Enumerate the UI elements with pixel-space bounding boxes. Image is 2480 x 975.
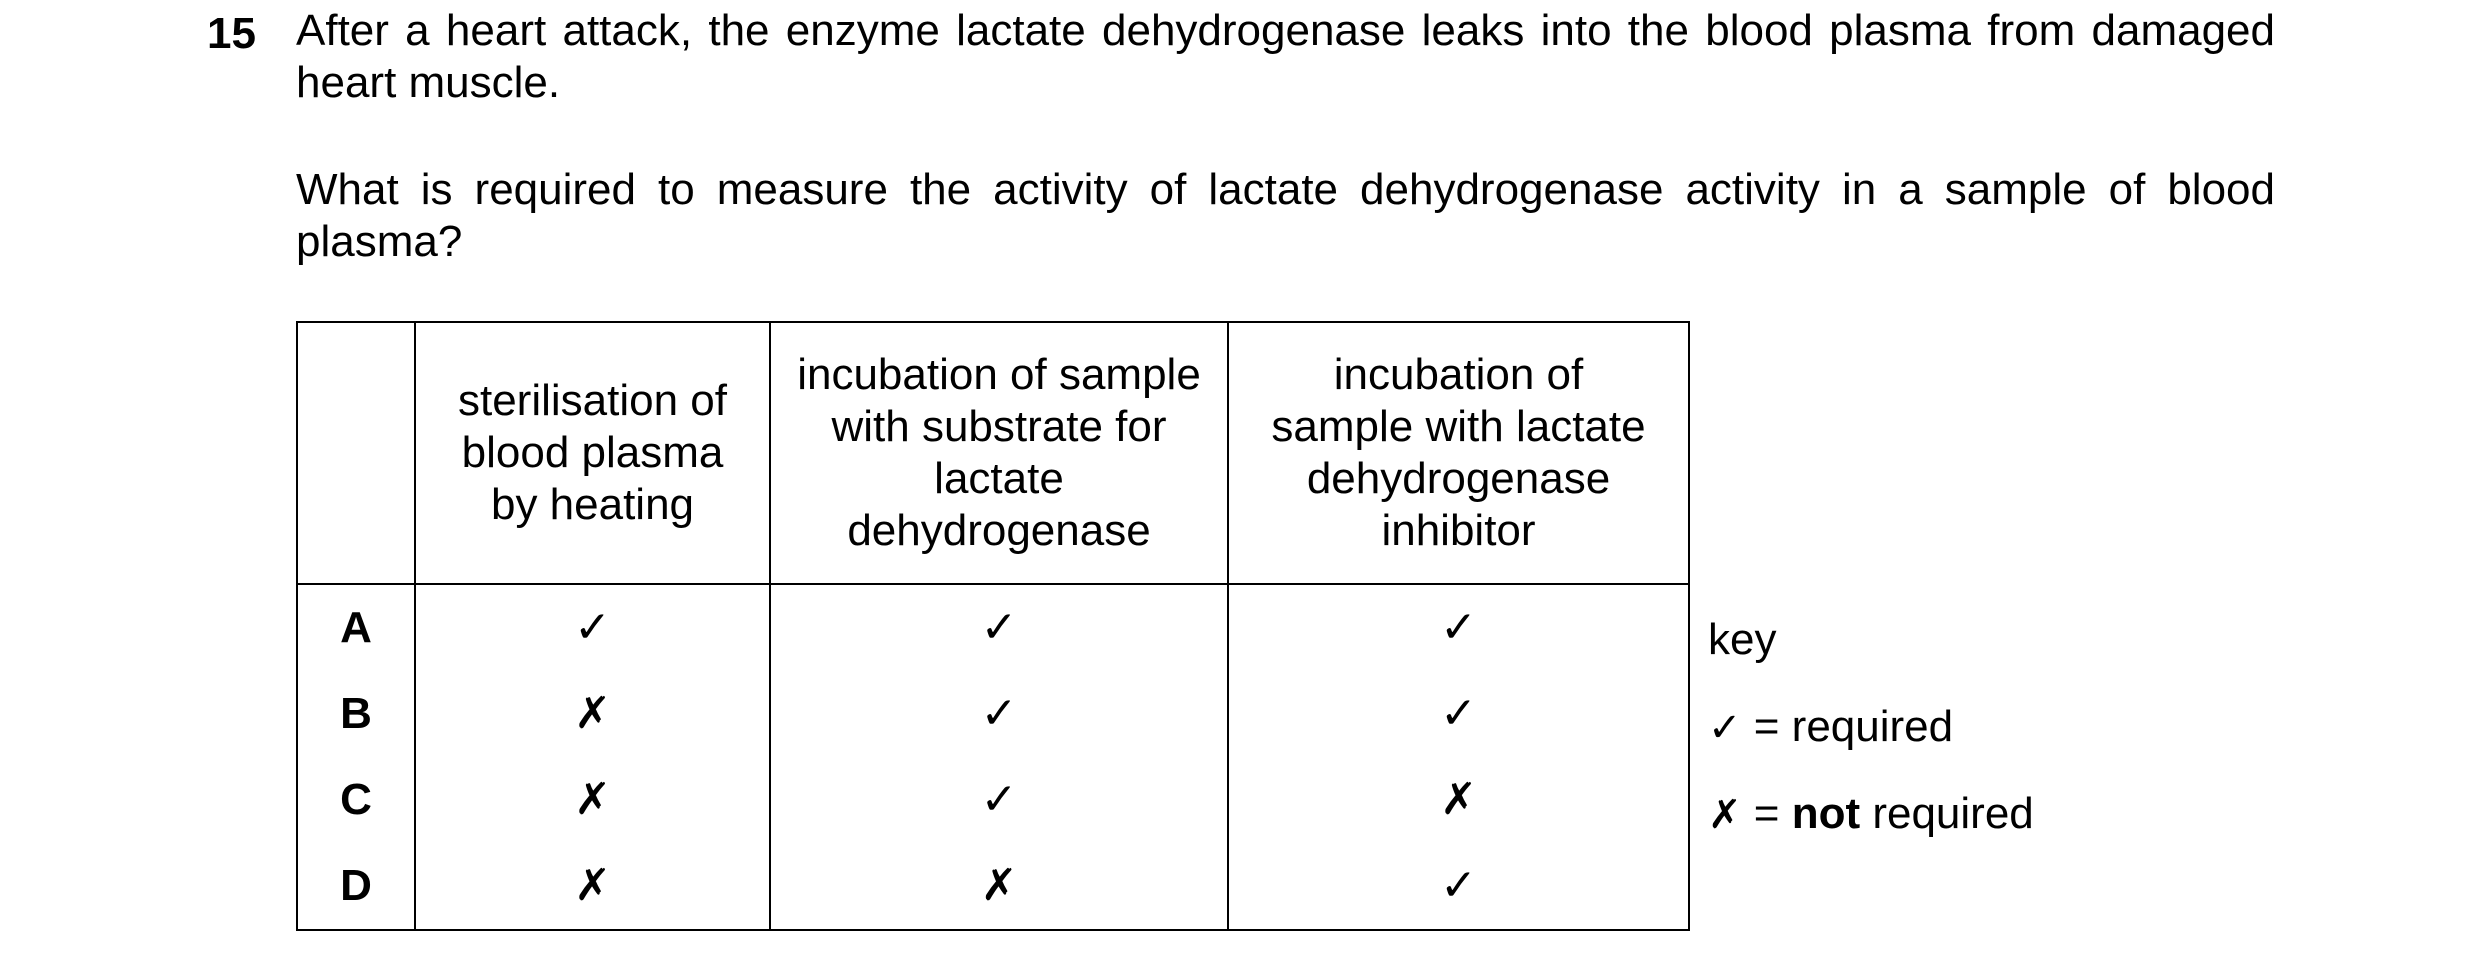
header-inhibitor: incubation of sample with lactate dehydrogenase inhibitor (1228, 322, 1689, 584)
mark-cell: ✓ (1228, 671, 1689, 757)
table-row (297, 757, 1689, 843)
row-label: C (297, 757, 415, 843)
mark-cell: ✓ (770, 757, 1228, 843)
header-blank (297, 322, 415, 584)
mark-cell: ✗ (1228, 757, 1689, 843)
header-sterilisation: sterilisation of blood plasma by heating (415, 322, 770, 584)
header-substrate: incubation of sample with substrate for lactate dehydrogenase (770, 322, 1228, 584)
mark-cell: ✓ (1228, 843, 1689, 930)
mark-cell: ✓ (770, 671, 1228, 757)
key-not-required (1708, 788, 2034, 841)
question-prompt: What is required to measure the activity of lactate dehydrogenase activity in a sample of blood plasma? (296, 165, 2275, 266)
mark-cell: ✓ (1228, 584, 1689, 671)
table-header-row (297, 322, 1689, 584)
row-label: B (297, 671, 415, 757)
key-required (1708, 701, 1953, 754)
question-number: 15 (207, 9, 256, 58)
options-table (296, 321, 1690, 931)
mark-cell: ✗ (415, 757, 770, 843)
key-required-text: = required (1753, 702, 1954, 751)
tick-icon: ✓ (1708, 705, 1742, 751)
table-row (297, 671, 1689, 757)
table-row (297, 843, 1689, 930)
row-label: A (297, 584, 415, 671)
mark-cell: ✗ (415, 671, 770, 757)
mark-cell: ✗ (770, 843, 1228, 930)
mark-cell: ✓ (415, 584, 770, 671)
key-equals: = (1753, 789, 1780, 838)
key-not-word: not (1791, 789, 1861, 838)
cross-icon: ✗ (1708, 792, 1742, 838)
mark-cell: ✓ (770, 584, 1228, 671)
table-row (297, 584, 1689, 671)
question-intro: After a heart attack, the enzyme lactate dehydrogenase leaks into the blood plasma from damaged heart muscle. (296, 6, 2275, 107)
key-title: key (1708, 615, 1777, 664)
row-label: D (297, 843, 415, 930)
mark-cell: ✗ (415, 843, 770, 930)
key-not-required-text: required (1872, 789, 2034, 838)
